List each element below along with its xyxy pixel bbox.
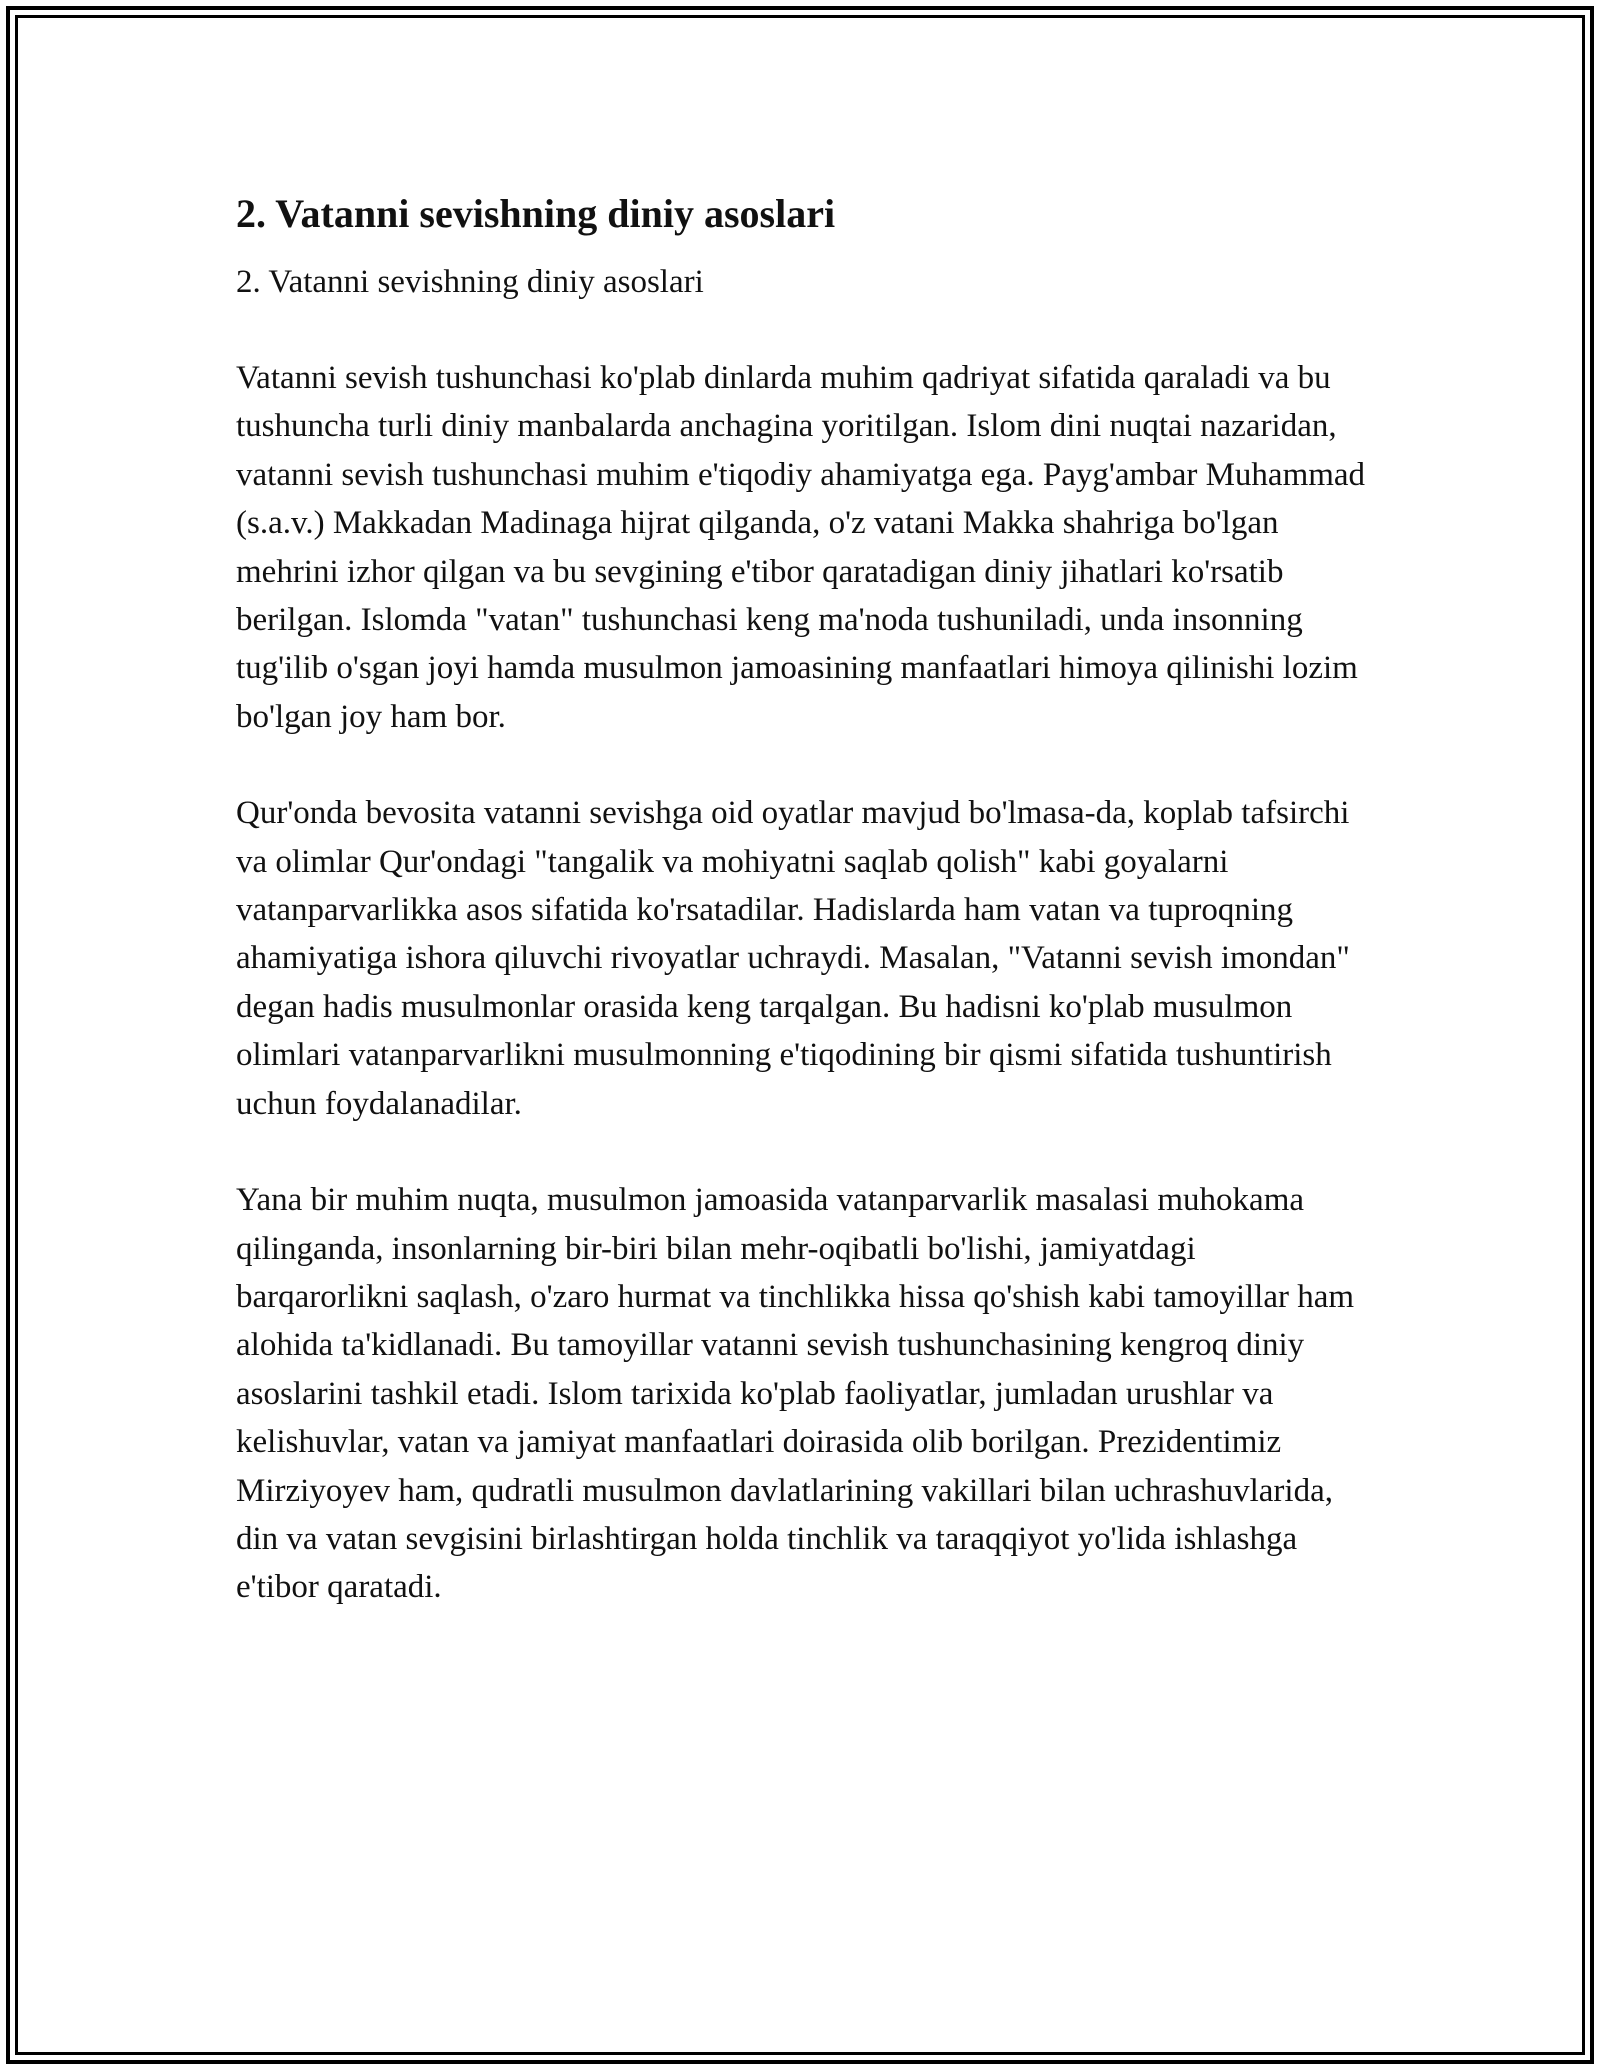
document-subheading: 2. Vatanni sevishning diniy asoslari xyxy=(236,264,704,300)
paragraph-1: Vatanni sevish tushunchasi ko'plab dinlarda muhim qadriyat sifatida qaraladi va bu tushuncha turli diniy manbalarda anchagina yoritilgan. Islom dini nuqtai nazaridan, vatanni sevish tushunchasi muhim e'tiqodiy ahamiyatga ega. Payg'ambar Muhammad (s.a.v.) Makkadan Madinaga hijrat qilganda, o'z vatani Makka shahriga bo'lgan mehrini izhor qilgan va bu sevgining e'tibor qaratadigan diniy jihatlari ko'rsatib berilgan. Islomda "vatan" tushunchasi keng ma'noda tushuniladi, unda insonning tug'ilib o'sgan joyi hamda musulmon jamoasining manfaatlari himoya qilinishi lozim bo'lgan joy ham bor. xyxy=(236,360,1366,735)
paragraph-3: Yana bir muhim nuqta, musulmon jamoasida vatanparvarlik masalasi muhokama qilinganda, insonlarning bir-biri bilan mehr-oqibatli bo'lishi, jamiyatdagi barqarorlikni saqlash, o'zaro hurmat va tinchlikka hissa qo'shish kabi tamoyillar ham alohida ta'kidlanadi. Bu tamoyillar vatanni sevish tushunchasining kengroq diniy asoslarini tashkil etadi. Islom tarixida ko'plab faoliyatlar, jumladan urushlar va kelishuvlar, vatan va jamiyat manfaatlari doirasida olib borilgan. Prezidentimiz Mirziyoyev ham, qudratli musulmon davlatlarining vakillari bilan uchrashuvlarida, din va vatan sevgisini birlashtirgan holda tinchlik va taraqqiyot yo'lida ishlashga e'tibor qaratadi. xyxy=(236,1182,1355,1606)
paragraph-2: Qur'onda bevosita vatanni sevishga oid oyatlar mavjud bo'lmasa-da, koplab tafsirchi va olimlar Qur'ondagi "tangalik va mohiyatni saqlab qolish" kabi goyalarni vatanparvarlikka asos sifatida ko'rsatadilar. Hadislarda ham vatan va tuproqning ahamiyatiga ishora qiluvchi rivoyatlar uchraydi. Masalan, "Vatanni sevish imondan" degan hadis musulmonlar orasida keng tarqalgan. Bu hadisni ko'plab musulmon olimlari vatanparvarlikni musulmonning e'tiqodining bir qismi sifatida tushuntirish uchun foydalanadilar. xyxy=(236,795,1350,1122)
document-heading: 2. Vatanni sevishning diniy asoslari xyxy=(236,191,836,236)
document-body xyxy=(236,186,1376,1660)
